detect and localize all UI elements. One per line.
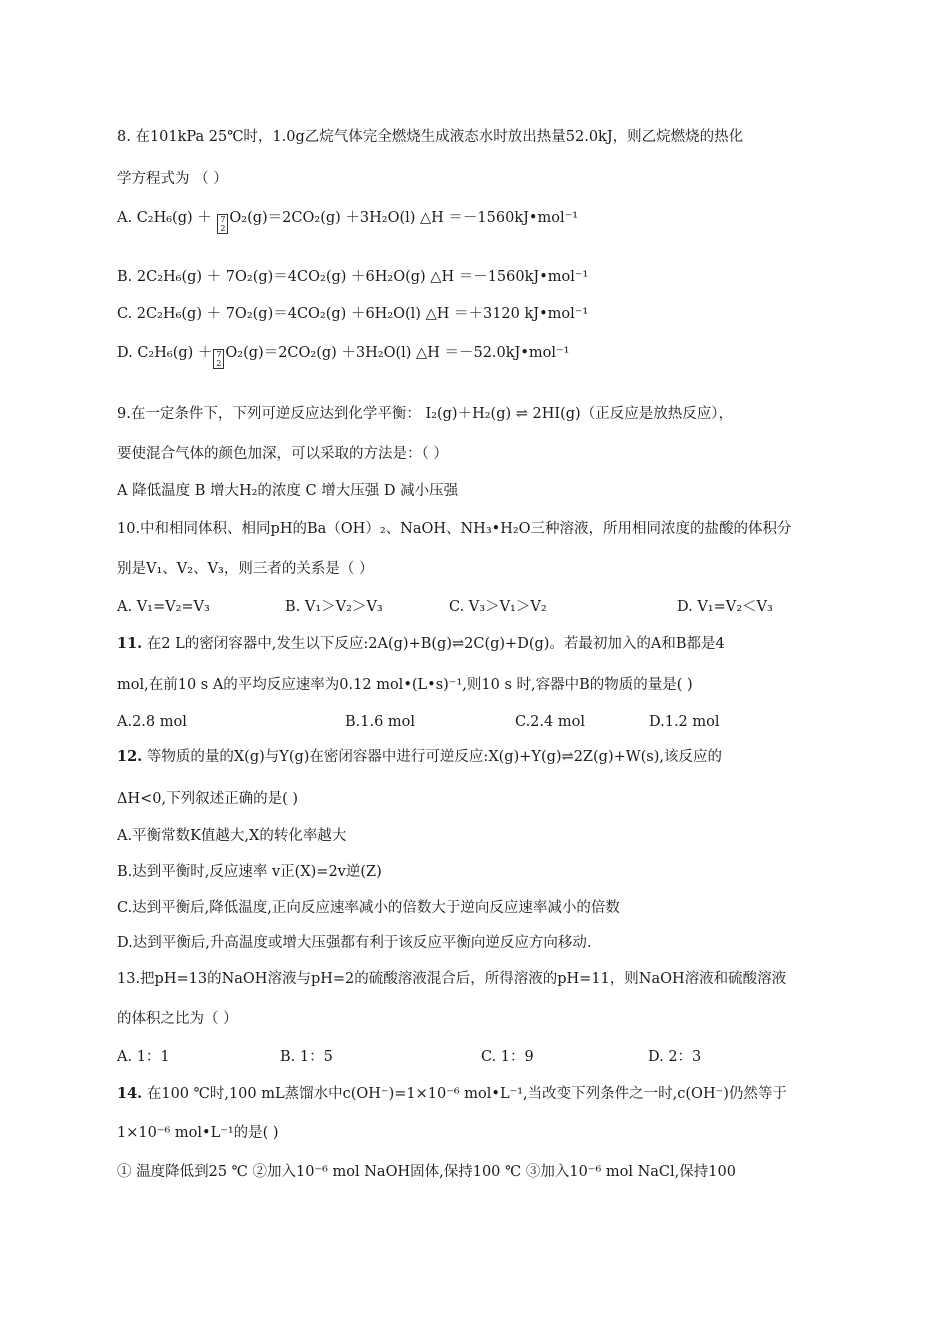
q14-conditions: ① 温度降低到25 ℃ ②加入10⁻⁶ mol NaOH固体,保持100 ℃ ③加入10⁻⁶ mol NaCl,保持100 [117, 1164, 736, 1180]
fraction-denominator: 2 [220, 224, 226, 233]
q14-stem-line1 [117, 1084, 787, 1104]
q14-stem-line2: 1×10⁻⁶ mol•L⁻¹的是( ) [117, 1125, 279, 1141]
q10-option-a: A. V₁=V₂=V₃ [117, 599, 210, 615]
q10-stem-line2: 别是V₁、V₂、V₃，则三者的关系是（ ） [117, 561, 374, 577]
q12-stem-line2: ΔH<0,下列叙述正确的是( ) [117, 791, 299, 807]
q13-option-a: A. 1：1 [117, 1049, 170, 1065]
q8-option-a-pre: A. C₂H₆(g) ＋ [117, 210, 217, 226]
q12-option-c: C.达到平衡后,降低温度,正向反应速率减小的倍数大于逆向反应速率减小的倍数 [117, 900, 620, 916]
q9-line1-post: 2HI(g)（正反应是放热反应）， [527, 406, 733, 422]
q8-option-d-pre: D. C₂H₆(g) ＋ [117, 345, 213, 361]
fraction-numerator: 7 [220, 215, 226, 224]
q12-option-a: A.平衡常数K值越大,X的转化率越大 [117, 828, 347, 844]
fraction-seven-halves [213, 349, 224, 369]
q8-stem-line2: 学方程式为 （ ） [117, 171, 228, 187]
q12-number: 12. [117, 748, 143, 765]
q10-option-b: B. V₁＞V₂＞V₃ [285, 599, 383, 615]
q8-option-b: B. 2C₂H₆(g) ＋ 7O₂(g)＝4CO₂(g) ＋6H₂O(g) △H ＝－1560kJ•mol⁻¹ [117, 269, 589, 285]
fraction-denominator: 2 [216, 359, 222, 368]
q8-option-c: C. 2C₂H₆(g) ＋ 7O₂(g)＝4CO₂(g) ＋6H₂O(l) △H ＝＋3120 kJ•mol⁻¹ [117, 306, 589, 322]
q10-option-c: C. V₃＞V₁＞V₂ [449, 599, 547, 615]
q11-option-d: D.1.2 mol [649, 714, 720, 730]
q14-number: 14. [117, 1085, 143, 1102]
equilibrium-arrow-icon: ⇌ [515, 406, 528, 422]
q11-option-b: B.1.6 mol [345, 714, 416, 730]
q8-option-d-post: O₂(g)＝2CO₂(g) ＋3H₂O(l) △H ＝－52.0kJ•mol⁻¹ [225, 345, 570, 361]
q13-stem-line2: 的体积之比为（ ） [117, 1011, 238, 1027]
q8-option-a-post: O₂(g)＝2CO₂(g) ＋3H₂O(l) △H ＝－1560kJ•mol⁻¹ [229, 210, 579, 226]
q11-stem-line1 [117, 634, 725, 654]
q8-stem-line1: 8. 在101kPa 25℃时，1.0g乙烷气体完全燃烧生成液态水时放出热量52.0kJ，则乙烷燃烧的热化 [117, 129, 744, 145]
q11-number: 11. [117, 635, 143, 652]
q10-stem-line1: 10.中和相同体积、相同pH的Ba（OH）₂、NaOH、NH₃•H₂O三种溶液，所用相同浓度的盐酸的体积分 [117, 521, 792, 537]
fraction-seven-halves [217, 214, 228, 234]
q13-stem-line1: 13.把pH=13的NaOH溶液与pH=2的硫酸溶液混合后，所得溶液的pH=11，则NaOH溶液和硫酸溶液 [117, 971, 787, 987]
q11-option-c: C.2.4 mol [515, 714, 585, 730]
q9-stem-line2: 要使混合气体的颜色加深，可以采取的方法是：（ ） [117, 446, 448, 462]
q11-stem-line2: mol,在前10 s A的平均反应速率为0.12 mol•(L•s)⁻¹,则10 s 时,容器中B的物质的量是( ) [117, 677, 693, 693]
fraction-numerator: 7 [216, 350, 222, 359]
q11-option-a: A.2.8 mol [117, 714, 187, 730]
q14-line1-text: 在100 ℃时,100 mL蒸馏水中c(OH⁻)=1×10⁻⁶ mol•L⁻¹,当改变下列条件之一时,c(OH⁻)仍然等于 [142, 1086, 787, 1102]
q10-option-d: D. V₁=V₂＜V₃ [677, 599, 773, 615]
q8-option-d [117, 343, 570, 368]
q12-option-d: D.达到平衡后,升高温度或增大压强都有利于该反应平衡向逆反应方向移动. [117, 935, 592, 951]
q9-line1-pre: 9.在一定条件下，下列可逆反应达到化学平衡： I₂(g)＋H₂(g) [117, 406, 516, 422]
q12-option-b: B.达到平衡时,反应速率 v正(X)=2v逆(Z) [117, 864, 382, 880]
q12-stem-line1 [117, 747, 722, 767]
q12-line1-text: 等物质的量的X(g)与Y(g)在密闭容器中进行可逆反应:X(g)+Y(g)⇌2Z(g)+W(s),该反应的 [142, 749, 723, 765]
q11-line1-text: 在2 L的密闭容器中,发生以下反应:2A(g)+B(g)⇌2C(g)+D(g)。若最初加入的A和B都是4 [142, 636, 725, 652]
q13-option-c: C. 1：9 [481, 1049, 534, 1065]
q9-options: A 降低温度 B 增大H₂的浓度 C 增大压强 D 减小压强 [117, 483, 459, 499]
q13-option-b: B. 1：5 [280, 1049, 333, 1065]
q13-option-d: D. 2：3 [648, 1049, 702, 1065]
q9-stem-line1 [117, 404, 733, 424]
q8-option-a [117, 208, 579, 233]
